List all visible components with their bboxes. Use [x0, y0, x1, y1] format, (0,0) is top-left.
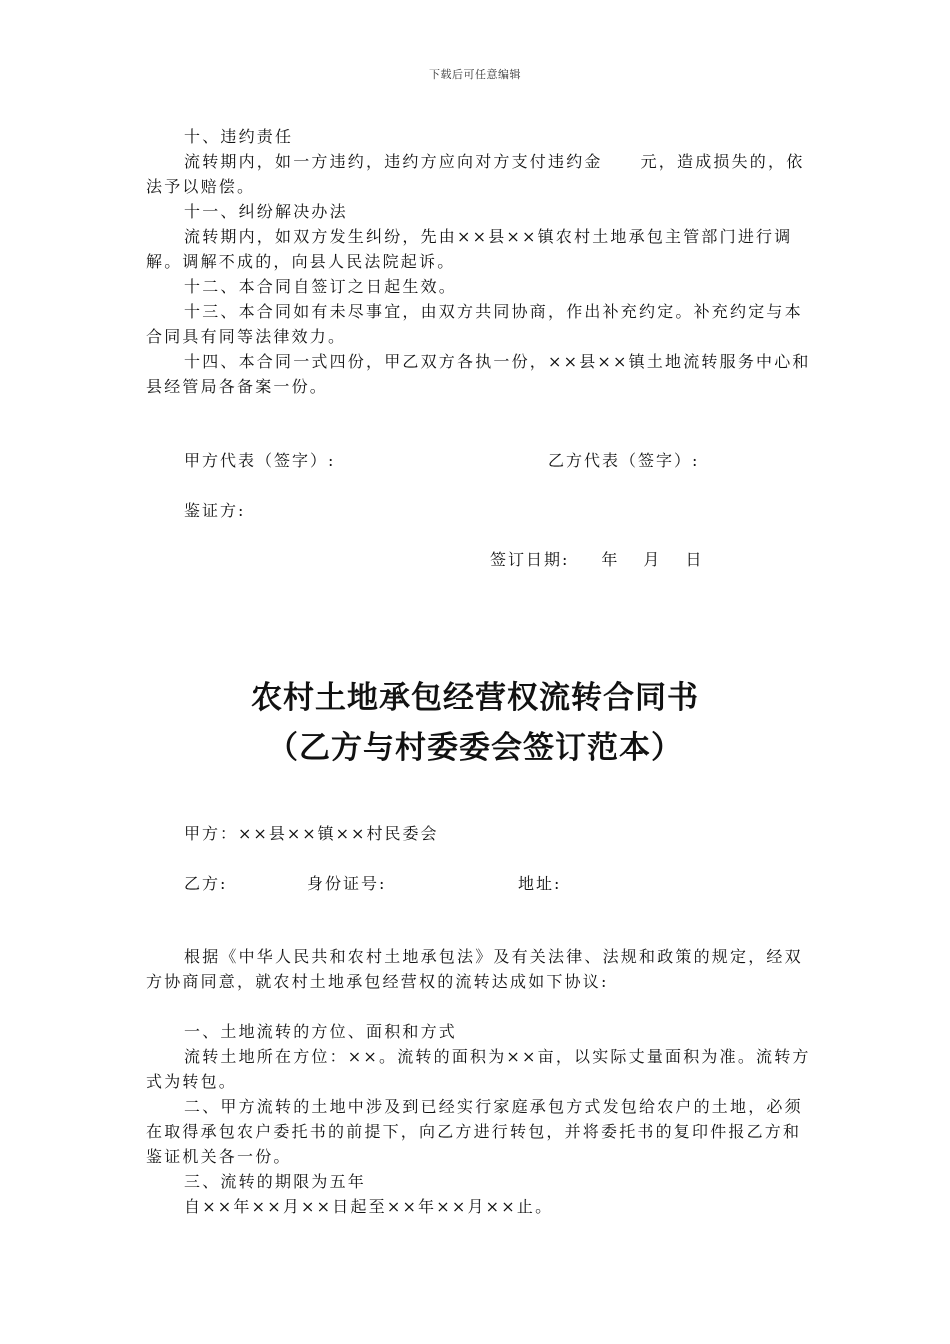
- party-b-signature: 乙方代表（签字）:: [548, 451, 700, 470]
- intro-text: 根据《中华人民共和农村土地承包法》及有关法律、法规和政策的规定，经双方协商同意，就农村土地承包经营权的流转达成如下协议:: [146, 947, 803, 991]
- clause-1-title: 一、土地流转的方位、面积和方式: [184, 1022, 458, 1041]
- witness-signature: 鉴证方:: [184, 501, 246, 520]
- header-note: 下载后可任意编辑: [429, 68, 521, 81]
- clause-14: 十四、本合同一式四份，甲乙双方各执一份，××县××镇土地流转服务中心和县经管局各备案一份。: [146, 352, 811, 396]
- upper-clauses: [146, 124, 818, 399]
- clause-11-body: 流转期内，如双方发生纠纷，先由××县××镇农村土地承包主管部门进行调解。调解不成的，向县人民法院起诉。: [146, 227, 793, 271]
- signing-date-label: 签订日期:: [490, 550, 570, 569]
- intro-paragraph: [146, 944, 818, 994]
- clause-13: 十三、本合同如有未尽事宜，由双方共同协商，作出补充约定。补充约定与本合同具有同等法律效力。: [146, 302, 803, 346]
- id-number-label: 身份证号:: [307, 874, 387, 893]
- clause-11-title: 十一、纠纷解决办法: [184, 202, 348, 221]
- party-b-label: 乙方:: [184, 874, 228, 893]
- clause-3-title: 三、流转的期限为五年: [184, 1172, 367, 1191]
- document-subtitle: （乙方与村委委会签订范本）: [267, 730, 683, 766]
- clause-10-body-a: 流转期内，如一方违约，违约方应向对方支付违约金: [184, 152, 603, 171]
- signing-date-year: 年: [601, 550, 620, 569]
- party-a-signature: 甲方代表（签字）:: [184, 451, 336, 470]
- clause-3-body: 自××年××月××日起至××年××月××止。: [184, 1197, 554, 1216]
- clause-12: 十二、本合同自签订之日起生效。: [184, 277, 458, 296]
- document-title: 农村土地承包经营权流转合同书: [251, 680, 699, 716]
- clause-2: 二、甲方流转的土地中涉及到已经实行家庭承包方式发包给农户的土地，必须在取得承包农户委托书的前提下，向乙方进行转包，并将委托书的复印件报乙方和鉴证机关各一份。: [146, 1097, 803, 1166]
- clause-10-body-b: 元，造成损失的，依法予以赔偿。: [146, 152, 805, 196]
- clause-10-title: 十、违约责任: [184, 127, 294, 146]
- clause-1-body: 流转土地所在方位：××。流转的面积为××亩，以实际丈量面积为准。流转方式为转包。: [146, 1047, 811, 1091]
- lower-clauses: [146, 1019, 818, 1219]
- signing-date-month: 月: [643, 550, 662, 569]
- party-a-line: 甲方：××县××镇××村民委会: [184, 824, 439, 843]
- address-label: 地址:: [518, 874, 562, 893]
- signing-date-day: 日: [685, 550, 704, 569]
- signing-date: [490, 547, 703, 572]
- clause-10-body: [146, 149, 818, 199]
